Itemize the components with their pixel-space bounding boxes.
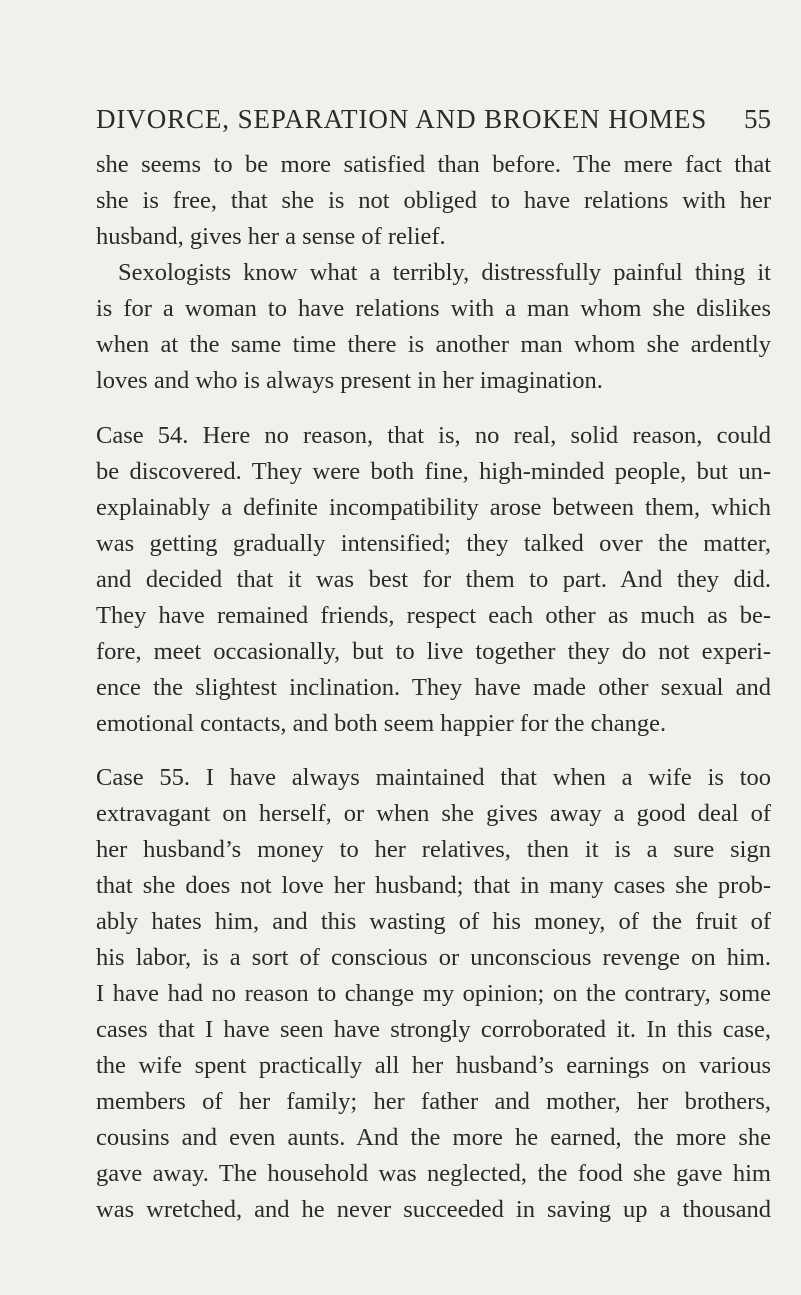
text-line: cousins and even aunts. And the more he earned, the more she: [96, 1124, 771, 1151]
text-line: gave away. The household was neglected, the food she gave him: [96, 1160, 771, 1187]
text-line: They have remained friends, respect each other as much as be-: [96, 602, 771, 629]
text-line: Sexologists know what a terribly, distressfully painful thing it: [118, 259, 771, 286]
text-line: she is free, that she is not obliged to have relations with her: [96, 187, 771, 214]
text-line: is for a woman to have relations with a man whom she dislikes: [96, 295, 771, 322]
text-line: cases that I have seen have strongly corroborated it. In this case,: [96, 1016, 771, 1043]
text-line: be discovered. They were both fine, high-minded people, but un-: [96, 458, 771, 485]
case-heading-line: Case 54. Here no reason, that is, no real, solid reason, could: [96, 422, 771, 449]
text-line: her husband’s money to her relatives, then it is a sure sign: [96, 836, 771, 863]
text-line: she seems to be more satisfied than before. The mere fact that: [96, 151, 771, 178]
text-line: and decided that it was best for them to part. And they did.: [96, 566, 771, 593]
case-heading-line: Case 55. I have always maintained that when a wife is too: [96, 764, 771, 791]
text-line: when at the same time there is another man whom she ardently: [96, 331, 771, 358]
text-line: fore, meet occasionally, but to live together they do not experi-: [96, 638, 771, 665]
running-title: DIVORCE, SEPARATION AND BROKEN HOMES: [96, 104, 708, 134]
text-line: ably hates him, and this wasting of his money, of the fruit of: [96, 908, 771, 935]
text-line: that she does not love her husband; that in many cases she prob-: [96, 872, 771, 899]
page-number: 55: [744, 104, 771, 134]
text-line: his labor, is a sort of conscious or unconscious revenge on him.: [96, 944, 771, 971]
text-line: emotional contacts, and both seem happier for the change.: [96, 710, 667, 737]
text-line: loves and who is always present in her imagination.: [96, 367, 603, 394]
text-line: extravagant on herself, or when she gives away a good deal of: [96, 800, 771, 827]
text-line: members of her family; her father and mother, her brothers,: [96, 1088, 771, 1115]
text-line: I have had no reason to change my opinion; on the contrary, some: [96, 980, 771, 1007]
text-line: the wife spent practically all her husband’s earnings on various: [96, 1052, 771, 1079]
text-line: ence the slightest inclination. They have made other sexual and: [96, 674, 771, 701]
text-line: was getting gradually intensified; they talked over the matter,: [96, 530, 771, 557]
running-header: [96, 104, 771, 148]
text-line: explainably a definite incompatibility arose between them, which: [96, 494, 771, 521]
text-line: husband, gives her a sense of relief.: [96, 223, 446, 250]
text-line: was wretched, and he never succeeded in saving up a thousand: [96, 1196, 771, 1223]
